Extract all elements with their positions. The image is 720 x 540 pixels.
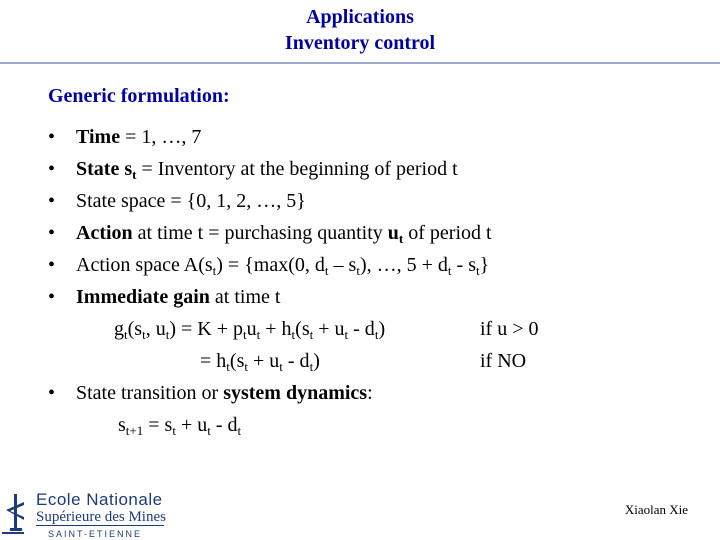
bullet-dot: • — [48, 254, 56, 276]
transition-equation — [48, 409, 708, 441]
bullet-gain: • Immediate gain at time t — [48, 281, 708, 313]
time-value: = 1, …, 7 — [120, 126, 202, 148]
title-divider — [0, 62, 720, 64]
author-name: Xiaolan Xie — [624, 502, 688, 517]
transition-formula: $s_{t+1} = s_t + u_t - d_t$ — [118, 414, 242, 438]
bullet-list — [48, 121, 708, 441]
gain-formula-1: $g_t(s_t$, $u_t) = K + p_tu_t + h_t(s_t + u_t - d_t)$ — [114, 318, 386, 342]
bullet-state — [48, 153, 708, 185]
gain-condition-1: if u > 0 — [480, 318, 539, 340]
logo-line-3: SAINT-ETIENNE — [48, 529, 143, 539]
title-line-1: Applications — [306, 6, 414, 28]
logo-line-1: Ecole Nationale — [36, 490, 163, 509]
section-heading: Generic formulation: — [48, 85, 230, 107]
bullet-time — [48, 121, 708, 153]
bullet-state-space — [48, 185, 708, 217]
action-space-formula: Action space $A(s_t) = \{\max(0$, $d_t - s_t$), …, $5 + d_t - s_t$} — [76, 254, 490, 278]
system-dynamics-label: system dynamics — [223, 382, 368, 404]
state-space-text: State space = {0, 1, 2, …, 5} — [76, 190, 306, 212]
bullet-action-space — [48, 249, 708, 281]
bullet-dot: • — [48, 126, 56, 148]
gain-formula-2: = $h_t(s_t + u_t - d_t)$ — [200, 350, 320, 374]
bullet-dot: • — [48, 158, 56, 180]
gain-equation-2 — [48, 345, 708, 377]
logo-line-2: Supérieure des Mines — [36, 509, 166, 525]
action-variable: $u_t$ — [387, 222, 404, 246]
bullet-dot: • — [48, 382, 56, 404]
bullet-dot: • — [48, 190, 56, 212]
slide-title — [0, 4, 720, 56]
bullet-transition: • State transition or system dynamics: — [48, 377, 708, 409]
title-line-2: Inventory control — [284, 32, 436, 54]
state-text: = Inventory at the beginning of period t — [136, 158, 458, 180]
bullet-action: • Action at time t = purchasing quantity $u_t$ of period t — [48, 217, 708, 249]
gain-equation-1 — [48, 313, 708, 345]
school-logo — [0, 484, 200, 540]
state-label: State $s_t$ — [76, 158, 137, 182]
logo-emblem-icon — [2, 494, 24, 534]
action-label: Action — [76, 222, 133, 244]
time-label: Time — [76, 126, 121, 148]
gain-condition-2: if NO — [480, 350, 527, 372]
gain-label: Immediate gain — [76, 286, 210, 308]
bullet-dot: • — [48, 286, 56, 308]
bullet-dot: • — [48, 222, 56, 244]
